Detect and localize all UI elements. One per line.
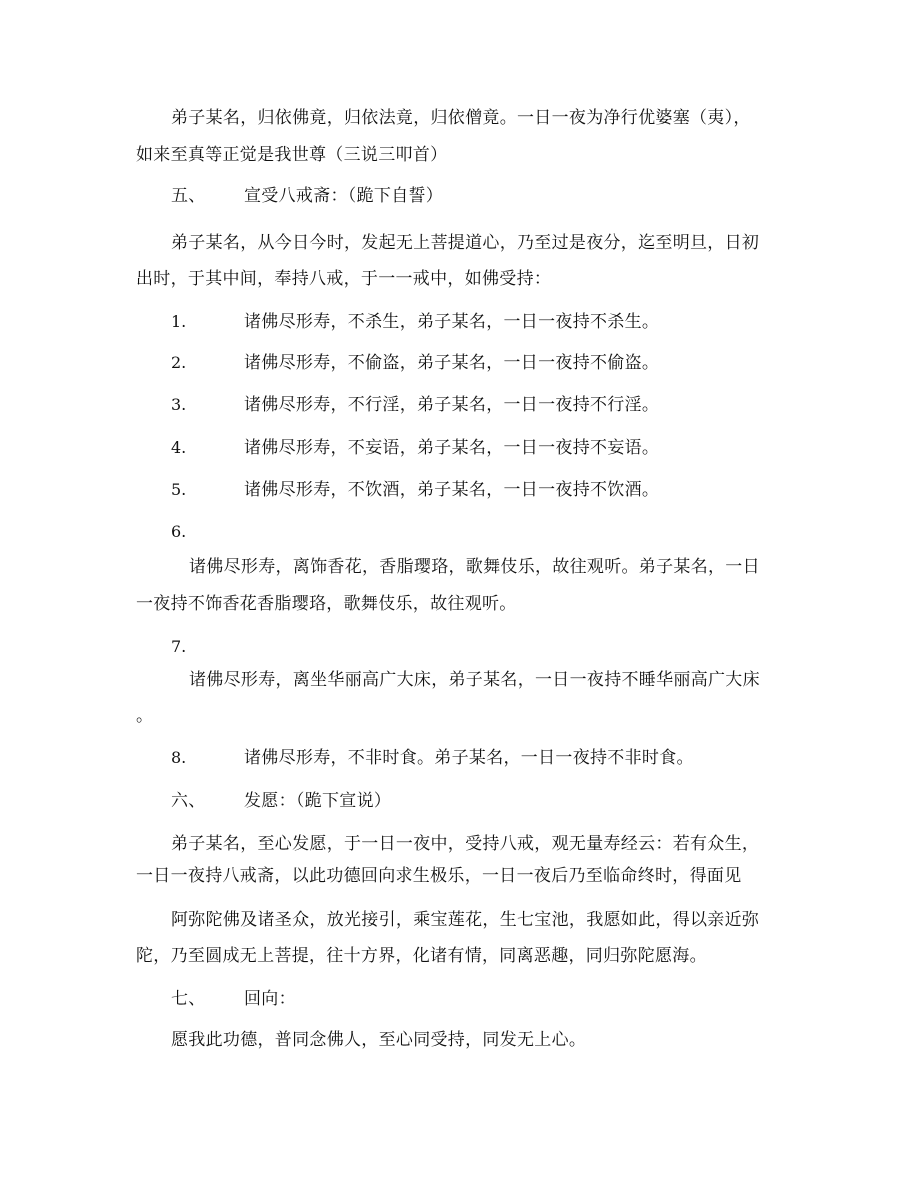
section-5-number: 五、: [171, 186, 206, 206]
dedication-line-1: 愿我此功德，普同念佛人，至心同受持，同发无上心。: [171, 1030, 587, 1050]
section-7-title: 回向：: [244, 989, 296, 1009]
precept-6-line-2: 一夜持不饰香花香脂璎珞，歌舞伎乐，故往观听。: [136, 594, 517, 614]
section-6-number: 六、: [171, 791, 206, 811]
aspiration-line-4: 陀，乃至圆成无上菩提，往十方界，化诸有情，同离恶趣，同归弥陀愿海。: [136, 946, 707, 966]
aspiration-line-2: 一日一夜持八戒斋，以此功德回向求生极乐，一日一夜后乃至临命终时，得面见: [136, 866, 742, 886]
precept-1-text: 诸佛尽形寿，不杀生，弟子某名，一日一夜持不杀生。: [244, 312, 660, 332]
precept-4-number: 4.: [171, 438, 187, 457]
precept-5-text: 诸佛尽形寿，不饮酒，弟子某名，一日一夜持不饮酒。: [244, 480, 660, 500]
refuge-line-1: 弟子某名，归依佛竟，归依法竟，归依僧竟。一日一夜为净行优婆塞（夷），: [171, 108, 751, 128]
precept-6-number: 6.: [171, 522, 187, 541]
precept-1-number: 1.: [171, 312, 187, 331]
precept-4-text: 诸佛尽形寿，不妄语，弟子某名，一日一夜持不妄语。: [244, 438, 660, 458]
vow-line-2: 出时，于其中间，奉持八戒，于一一戒中，如佛受持：: [136, 269, 552, 289]
precept-3-text: 诸佛尽形寿，不行淫，弟子某名，一日一夜持不行淫。: [244, 395, 660, 415]
section-7-number: 七、: [171, 989, 206, 1009]
vow-line-1: 弟子某名，从今日今时，发起无上菩提道心，乃至过是夜分，迄至明旦，日初: [171, 233, 760, 253]
refuge-line-2: 如来至真等正觉是我世尊（三说三叩首）: [136, 145, 448, 165]
aspiration-line-3: 阿弥陀佛及诸圣众，放光接引，乘宝莲花，生七宝池，我愿如此，得以亲近弥: [171, 910, 760, 930]
section-6-title: 发愿：（跪下宣说）: [244, 791, 392, 811]
section-5-title: 宣受八戒斋：（跪下自誓）: [244, 186, 444, 206]
precept-7-line-2: 。: [136, 706, 154, 726]
precept-8-text: 诸佛尽形寿，不非时食。弟子某名，一日一夜持不非时食。: [244, 748, 694, 768]
precept-3-number: 3.: [171, 395, 187, 414]
aspiration-line-1: 弟子某名，至心发愿，于一日一夜中，受持八戒，观无量寿经云：若有众生，: [171, 834, 760, 854]
precept-5-number: 5.: [171, 480, 187, 499]
precept-7-number: 7.: [171, 637, 187, 656]
precept-8-number: 8.: [171, 748, 187, 767]
precept-7-line-1: 诸佛尽形寿，离坐华丽高广大床，弟子某名，一日一夜持不睡华丽高广大床: [189, 670, 760, 690]
precept-2-text: 诸佛尽形寿，不偷盗，弟子某名，一日一夜持不偷盗。: [244, 353, 660, 373]
precept-6-line-1: 诸佛尽形寿，离饰香花，香脂璎珞，歌舞伎乐，故往观听。弟子某名，一日: [189, 557, 760, 577]
precept-2-number: 2.: [171, 353, 187, 372]
